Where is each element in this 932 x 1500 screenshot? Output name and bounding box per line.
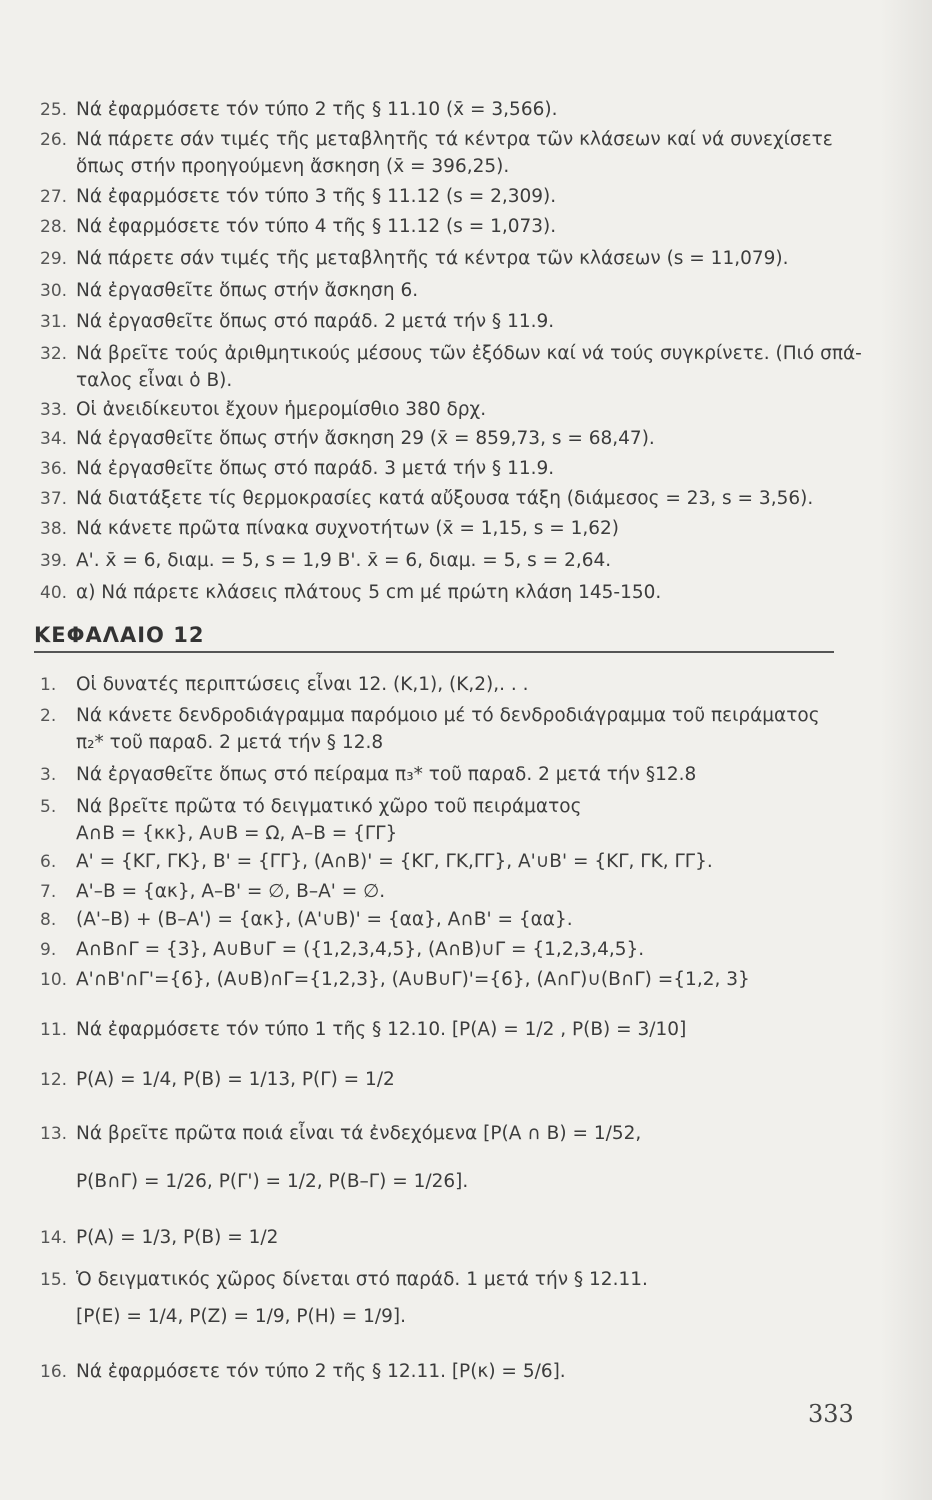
answer-text: Α'∩Β'∩Γ'={6}, (Α∪Β)∩Γ={1,2,3}, (Α∪Β∪Γ)'={6}, (Α∩Γ)∪(Β∩Γ) ={1,2, 3} (76, 969, 750, 990)
answer-12-2: 2. Νά κάνετε δενδροδιάγραμμα παρόμοιο μέ τό δενδροδιάγραμμα τοῦ πειράματος (40, 705, 820, 726)
answer-text: Α'. x̄ = 6, διαμ. = 5, s = 1,9 Β'. x̄ = 6, διαμ. = 5, s = 2,64. (76, 550, 612, 571)
answer-12-3: 3. Νά ἐργασθεῖτε ὅπως στό πείραμα π₃* τοῦ παραδ. 2 μετά τήν §12.8 (40, 764, 697, 785)
answer-text: Νά διατάξετε τίς θερμοκρασίες κατά αὔξουσα τάξη (διάμεσος = 23, s = 3,56). (76, 488, 814, 509)
answer-12-2-continuation: π₂* τοῦ παραδ. 2 μετά τήν § 12.8 (76, 732, 384, 753)
answer-30: 30. Νά ἐργασθεῖτε ὅπως στήν ἄσκηση 6. (40, 280, 419, 301)
answer-28: 28. Νά ἐφαρμόσετε τόν τύπο 4 τῆς § 11.12 (s = 1,073). (40, 216, 557, 237)
answer-text: Νά κάνετε δενδροδιάγραμμα παρόμοιο μέ τό δενδροδιάγραμμα τοῦ πειράματος (76, 705, 820, 726)
answer-text: Νά ἐργασθεῖτε ὅπως στό παράδ. 3 μετά τήν § 11.9. (76, 458, 555, 479)
answer-text: Οἱ ἀνειδίκευτοι ἔχουν ἡμερομίσθιο 380 δρχ. (76, 399, 487, 420)
answer-39: 39. Α'. x̄ = 6, διαμ. = 5, s = 1,9 Β'. x̄ = 6, διαμ. = 5, s = 2,64. (40, 550, 612, 571)
answer-29: 29. Νά πάρετε σάν τιμές τῆς μεταβλητῆς τά κέντρα τῶν κλάσεων (s = 11,079). (40, 248, 789, 269)
answer-text: Νά ἐργασθεῖτε ὅπως στήν ἄσκηση 29 (x̄ = 859,73, s = 68,47). (76, 428, 655, 449)
answer-12-10: 10. Α'∩Β'∩Γ'={6}, (Α∪Β)∩Γ={1,2,3}, (Α∪Β∪Γ)'={6}, (Α∩Γ)∪(Β∩Γ) ={1,2, 3} (40, 969, 750, 990)
answer-text: Νά ἐργασθεῖτε ὅπως στό παράδ. 2 μετά τήν § 11.9. (76, 311, 555, 332)
answer-26: 26. Νά πάρετε σάν τιμές τῆς μεταβλητῆς τά κέντρα τῶν κλάσεων καί νά συνεχίσετε (40, 129, 833, 150)
answer-12-1: 1. Οἱ δυνατές περιπτώσεις εἶναι 12. (Κ,1), (Κ,2),. . . (40, 674, 529, 695)
answer-text: Νά πάρετε σάν τιμές τῆς μεταβλητῆς τά κέντρα τῶν κλάσεων καί νά συνεχίσετε (76, 129, 833, 150)
answer-12-13-continuation: Ρ(Β∩Γ) = 1/26, Ρ(Γ') = 1/2, Ρ(Β–Γ) = 1/26]. (76, 1171, 469, 1192)
answer-33: 33. Οἱ ἀνειδίκευτοι ἔχουν ἡμερομίσθιο 380 δρχ. (40, 399, 487, 420)
answer-text: Νά ἐφαρμόσετε τόν τύπο 2 τῆς § 12.11. [Ρ(κ) = 5/6]. (76, 1361, 566, 1382)
answer-12-12: 12. Ρ(Α) = 1/4, Ρ(Β) = 1/13, Ρ(Γ) = 1/2 (40, 1069, 395, 1090)
answer-text: Α' = {ΚΓ, ΓΚ}, Β' = {ΓΓ}, (Α∩Β)' = {ΚΓ, ΓΚ,ΓΓ}, Α'∪Β' = {ΚΓ, ΓΚ, ΓΓ}. (76, 851, 713, 872)
answer-text: Νά κάνετε πρῶτα πίνακα συχνοτήτων (x̄ = 1,15, s = 1,62) (76, 518, 620, 539)
answer-31: 31. Νά ἐργασθεῖτε ὅπως στό παράδ. 2 μετά τήν § 11.9. (40, 311, 555, 332)
answer-text: Νά ἐφαρμόσετε τόν τύπο 1 τῆς § 12.10. [Ρ(Α) = 1/2 , Ρ(Β) = 3/10] (76, 1019, 687, 1040)
answer-12-6: 6. Α' = {ΚΓ, ΓΚ}, Β' = {ΓΓ}, (Α∩Β)' = {ΚΓ, ΓΚ,ΓΓ}, Α'∪Β' = {ΚΓ, ΓΚ, ΓΓ}. (40, 851, 713, 872)
answer-12-7: 7. Α'–Β = {ακ}, Α–Β' = ∅, Β–Α' = ∅. (40, 881, 386, 902)
answer-text: Νά πάρετε σάν τιμές τῆς μεταβλητῆς τά κέντρα τῶν κλάσεων (s = 11,079). (76, 248, 789, 269)
answer-37: 37. Νά διατάξετε τίς θερμοκρασίες κατά αὔξουσα τάξη (διάμεσος = 23, s = 3,56). (40, 488, 814, 509)
answer-text: Νά ἐργασθεῖτε ὅπως στήν ἄσκηση 6. (76, 280, 419, 301)
answer-12-5-continuation: Α∩Β = {κκ}, Α∪Β = Ω, Α–Β = {ΓΓ} (76, 823, 398, 844)
answer-32-continuation: ταλος εἶναι ὁ Β). (76, 370, 233, 391)
chapter-rule (34, 651, 834, 653)
answer-text: Α∩Β∩Γ = {3}, Α∪Β∪Γ = ({1,2,3,4,5}, (Α∩Β)∪Γ = {1,2,3,4,5}. (76, 939, 645, 960)
answer-text: α) Νά πάρετε κλάσεις πλάτους 5 cm μέ πρώτη κλάση 145-150. (76, 582, 662, 603)
answer-text: Ρ(Α) = 1/4, Ρ(Β) = 1/13, Ρ(Γ) = 1/2 (76, 1069, 395, 1090)
answer-text: Νά βρεῖτε πρῶτα τό δειγματικό χῶρο τοῦ πειράματος (76, 796, 582, 817)
answer-12-15: 15. Ὁ δειγματικός χῶρος δίνεται στό παράδ. 1 μετά τήν § 12.11. (40, 1269, 648, 1290)
answer-text: Ρ(Α) = 1/3, Ρ(Β) = 1/2 (76, 1227, 279, 1248)
answer-text: Νά βρεῖτε πρῶτα ποιά εἶναι τά ἐνδεχόμενα [Ρ(Α ∩ Β) = 1/52, (76, 1123, 642, 1144)
answer-text: Ὁ δειγματικός χῶρος δίνεται στό παράδ. 1 μετά τήν § 12.11. (76, 1269, 648, 1290)
answer-12-11: 11. Νά ἐφαρμόσετε τόν τύπο 1 τῆς § 12.10. [Ρ(Α) = 1/2 , Ρ(Β) = 3/10] (40, 1019, 687, 1040)
answer-12-8: 8. (Α'–Β) + (Β–Α') = {ακ}, (Α'∪Β)' = {αα}, Α∩Β' = {αα}. (40, 909, 573, 930)
answer-12-13: 13. Νά βρεῖτε πρῶτα ποιά εἶναι τά ἐνδεχόμενα [Ρ(Α ∩ Β) = 1/52, (40, 1123, 642, 1144)
answer-25: 25. Νά ἐφαρμόσετε τόν τύπο 2 τῆς § 11.10 (x̄ = 3,566). (40, 99, 558, 120)
answer-27: 27. Νά ἐφαρμόσετε τόν τύπο 3 τῆς § 11.12 (s = 2,309). (40, 186, 557, 207)
answer-12-16: 16. Νά ἐφαρμόσετε τόν τύπο 2 τῆς § 12.11. [Ρ(κ) = 5/6]. (40, 1361, 566, 1382)
chapter-title: ΚΕΦΑΛΑΙΟ 12 (34, 623, 205, 647)
answer-text: Νά ἐφαρμόσετε τόν τύπο 3 τῆς § 11.12 (s = 2,309). (76, 186, 557, 207)
answer-text: Νά ἐφαρμόσετε τόν τύπο 2 τῆς § 11.10 (x̄ = 3,566). (76, 99, 558, 120)
answer-12-9: 9. Α∩Β∩Γ = {3}, Α∪Β∪Γ = ({1,2,3,4,5}, (Α∩Β)∪Γ = {1,2,3,4,5}. (40, 939, 645, 960)
answer-34: 34. Νά ἐργασθεῖτε ὅπως στήν ἄσκηση 29 (x̄ = 859,73, s = 68,47). (40, 428, 655, 449)
answer-32: 32. Νά βρεῖτε τούς ἀριθμητικούς μέσους τῶν ἐξόδων καί νά τούς συγκρίνετε. (Πιό σπά- (40, 343, 862, 364)
answer-text: Νά ἐφαρμόσετε τόν τύπο 4 τῆς § 11.12 (s = 1,073). (76, 216, 557, 237)
answer-12-15-continuation: [Ρ(Ε) = 1/4, Ρ(Ζ) = 1/9, Ρ(Η) = 1/9]. (76, 1306, 406, 1327)
answer-text: Νά ἐργασθεῖτε ὅπως στό πείραμα π₃* τοῦ παραδ. 2 μετά τήν §12.8 (76, 764, 697, 785)
answer-38: 38. Νά κάνετε πρῶτα πίνακα συχνοτήτων (x̄ = 1,15, s = 1,62) (40, 518, 620, 539)
answer-26-continuation: ὅπως στήν προηγούμενη ἄσκηση (x̄ = 396,25). (76, 156, 510, 177)
answer-36: 36. Νά ἐργασθεῖτε ὅπως στό παράδ. 3 μετά τήν § 11.9. (40, 458, 555, 479)
answer-text: Α'–Β = {ακ}, Α–Β' = ∅, Β–Α' = ∅. (76, 881, 386, 902)
answer-text: Οἱ δυνατές περιπτώσεις εἶναι 12. (Κ,1), (Κ,2),. . . (76, 674, 529, 695)
answer-text: Νά βρεῖτε τούς ἀριθμητικούς μέσους τῶν ἐξόδων καί νά τούς συγκρίνετε. (Πιό σπά- (76, 343, 862, 364)
answer-40: 40. α) Νά πάρετε κλάσεις πλάτους 5 cm μέ πρώτη κλάση 145-150. (40, 582, 662, 603)
page-number: 333 (808, 1400, 854, 1428)
answer-12-14: 14. Ρ(Α) = 1/3, Ρ(Β) = 1/2 (40, 1227, 279, 1248)
answer-12-5: 5. Νά βρεῖτε πρῶτα τό δειγματικό χῶρο τοῦ πειράματος (40, 796, 582, 817)
answer-text: (Α'–Β) + (Β–Α') = {ακ}, (Α'∪Β)' = {αα}, Α∩Β' = {αα}. (76, 909, 573, 930)
